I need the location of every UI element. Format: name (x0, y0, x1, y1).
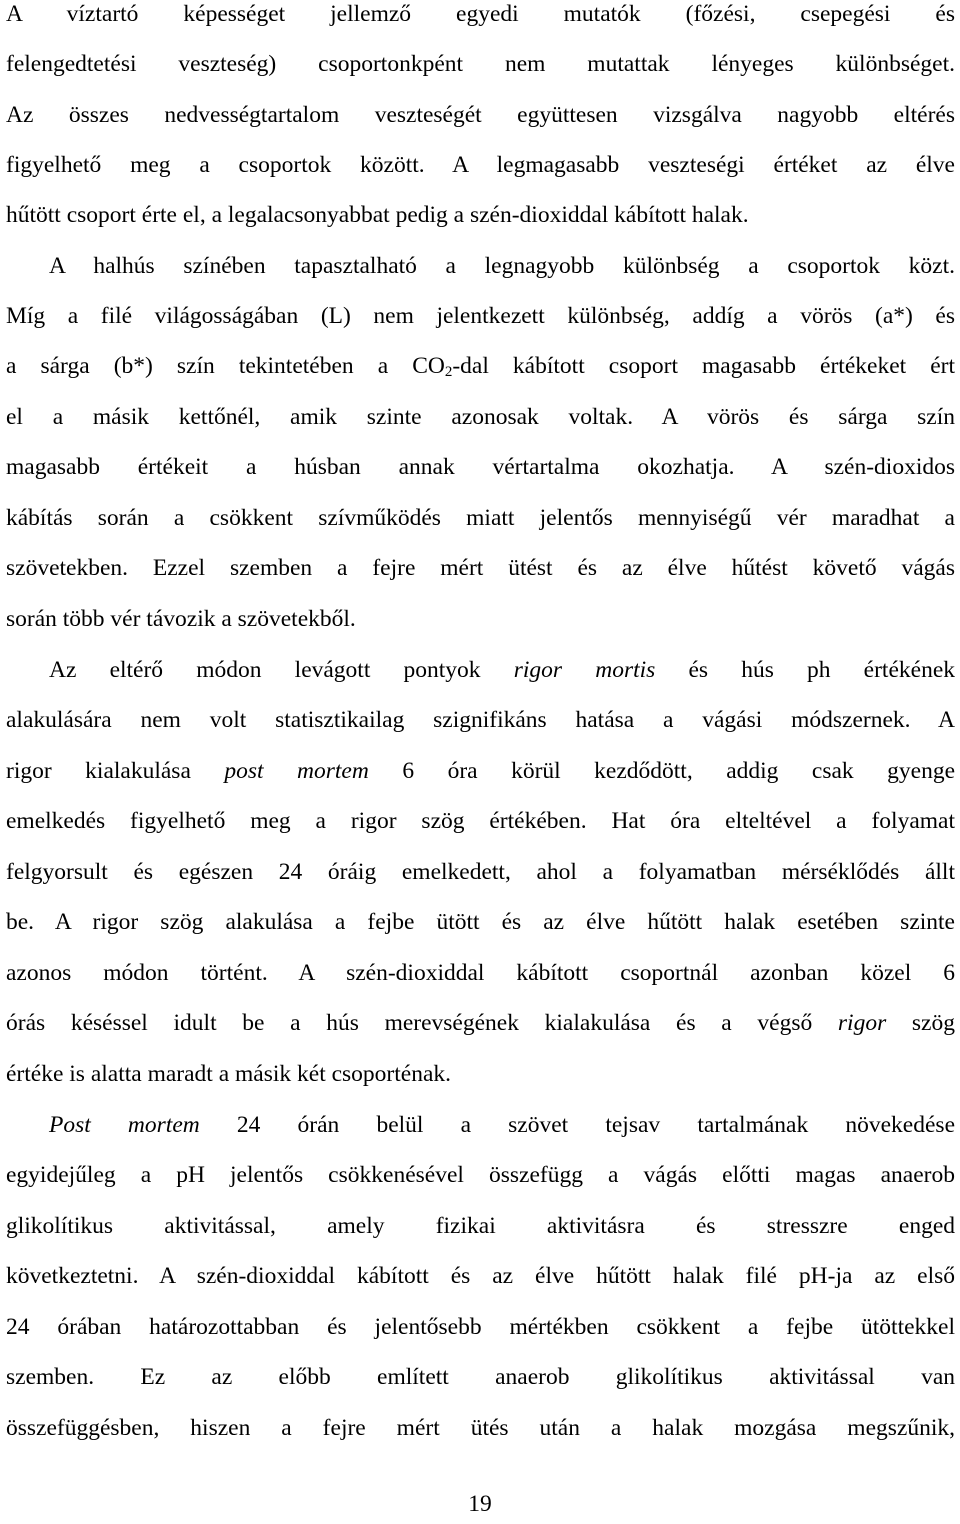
text-run: 6 óra körül kezdődött, addig csak gyenge (368, 758, 955, 784)
text-run: rigor kialakulása (6, 758, 225, 784)
text-run: a sárga (b*) szín tekintetében a CO (6, 353, 445, 379)
text-line: felengedtetési veszteség) csoportonkpént nem mutattak lényeges különbséget. (6, 51, 955, 77)
text-line: magasabb értékeit a húsban annak vértartalma okozhatja. A szén-dioxidos (6, 454, 955, 480)
text-run: -dal kábított csoport magasabb értékeket ért (452, 353, 955, 379)
page-number: 19 (468, 1491, 492, 1517)
text-line: azonos módon történt. A szén-dioxiddal kábított csoportnál azonban közel 6 (6, 960, 955, 986)
text-line: be. A rigor szög alakulása a fejbe ütött és az élve hűtött halak esetében szinte (6, 909, 955, 935)
text-line: hűtött csoport érte el, a legalacsonyabbat pedig a szén-dioxiddal kábított halak. (6, 202, 749, 228)
text-line: emelkedés figyelhető meg a rigor szög értékében. Hat óra elteltével a folyamat (6, 808, 955, 834)
italic-term: post mortem (224, 758, 369, 784)
text-run: és hús ph értékének (655, 657, 956, 683)
text-line: értéke is alatta maradt a másik két csoporténak. (6, 1061, 452, 1087)
text-line: glikolítikus aktivitással, amely fizikai aktivitásra és stresszre enged (6, 1213, 955, 1239)
italic-term: rigor (837, 1010, 887, 1036)
text-line: Míg a filé világosságában (L) nem jelentkezett különbség, addíg a vörös (a*) és (6, 303, 955, 329)
italic-term: Post mortem (49, 1112, 200, 1138)
text-line: A halhús színében tapasztalható a legnagyobb különbség a csoportok közt. (49, 253, 955, 279)
text-line: felgyorsult és egészen 24 óráig emelkedett, ahol a folyamatban mérséklődés állt (6, 859, 955, 885)
text-line: el a másik kettőnél, amik szinte azonosak voltak. A vörös és sárga szín (6, 404, 955, 430)
text-line: A víztartó képességet jellemző egyedi mutatók (főzési, csepegési és (6, 1, 955, 27)
text-line: kábítás során a csökkent szívműködés miatt jelentős mennyiségű vér maradhat a (6, 505, 955, 531)
italic-term: rigor mortis (513, 657, 656, 683)
text-run: Az eltérő módon levágott pontyok (49, 657, 514, 683)
text-line: szövetekben. Ezzel szemben a fejre mért ütést és az élve hűtést követő vágás (6, 555, 955, 581)
text-line (49, 650, 955, 690)
text-line (6, 1003, 955, 1043)
text-line: figyelhető meg a csoportok között. A legmagasabb veszteségi értéket az élve (6, 152, 955, 178)
text-line (49, 1105, 955, 1145)
text-line: összefüggésben, hiszen a fejre mért ütés után a halak mozgása megszűnik, (6, 1415, 955, 1441)
subscript: 2 (444, 364, 453, 380)
text-line: során több vér távozik a szövetekből. (6, 606, 356, 632)
text-line: egyidejűleg a pH jelentős csökkenésével összefügg a vágás előtti magas anaerob (6, 1162, 955, 1188)
text-run: szög (886, 1010, 955, 1036)
text-line: következtetni. A szén-dioxiddal kábított és az élve hűtött halak filé pH-ja az első (6, 1263, 955, 1289)
text-line: Az összes nedvességtartalom veszteségét együttesen vizsgálva nagyobb eltérés (6, 102, 955, 128)
text-line (6, 751, 955, 791)
text-line: 24 órában határozottabban és jelentősebb mértékben csökkent a fejbe ütöttekkel (6, 1314, 955, 1340)
text-line (6, 346, 955, 386)
text-run: órás késéssel idult be a hús merevségének kialakulása és a végső (6, 1010, 838, 1036)
text-line: alakulására nem volt statisztikailag szignifikáns hatása a vágási módszernek. A (6, 707, 955, 733)
text-run: 24 órán belül a szövet tejsav tartalmának növekedése (199, 1112, 955, 1138)
text-line: szemben. Ez az előbb említett anaerob glikolítikus aktivitással van (6, 1364, 955, 1390)
